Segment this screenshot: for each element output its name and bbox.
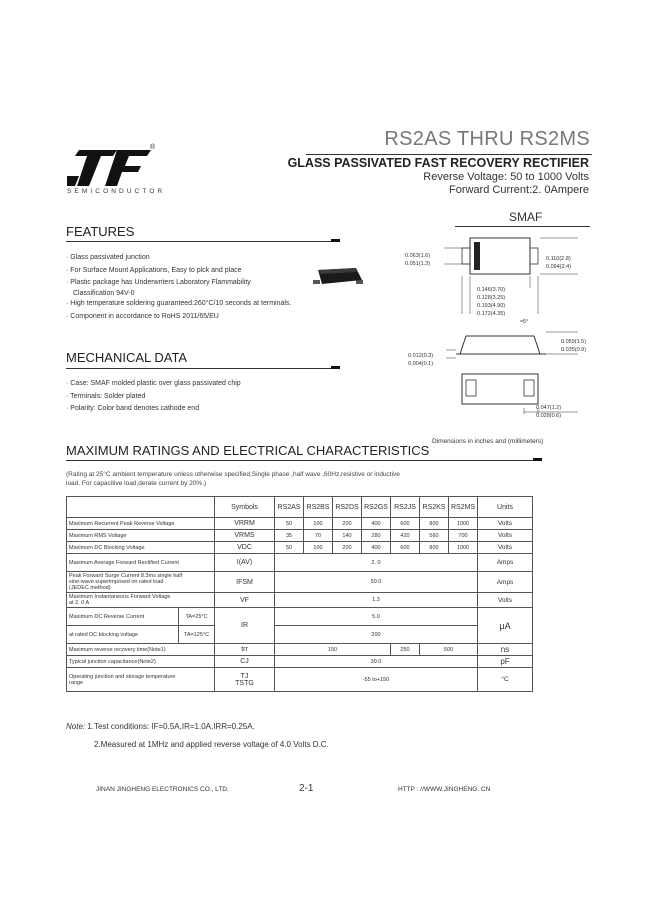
mechanical-item: · Polarity: Color band denotes cathode end [66, 405, 200, 412]
param-line: Operating junction and storage temperature [69, 673, 176, 680]
footer-url[interactable]: HTTP : //WWW.JINGHENG. CN [398, 786, 491, 793]
ratings-divider [66, 460, 542, 461]
product-type: GLASS PASSIVATED FAST RECOVERY RECTIFIER [287, 156, 589, 170]
dimensions-note: Dimensions in inches and (millimeters) [432, 438, 544, 445]
dim-d5 [561, 338, 586, 354]
mechanical-item: · Case: SMAF molded plastic over glass passivated chip [66, 380, 241, 387]
value-cell: 5.0 [275, 608, 478, 626]
dim-text: 0.012(0.3) [408, 353, 434, 359]
header-cell: RS2MS [449, 497, 478, 518]
unit-cell: Volts [478, 518, 533, 530]
header-cell: RS2AS [275, 497, 304, 518]
param-cell: Maximum DC Blocking Voltage [67, 542, 215, 554]
table-row [67, 668, 533, 692]
value-cell: 140 [333, 530, 362, 542]
param-cell: Maximum DC Reverse Current [67, 608, 179, 626]
value-cell: 800 [420, 518, 449, 530]
dim-text: 0.047(1.2) [536, 405, 562, 411]
symbol-cell: CJ [215, 656, 275, 668]
mechanical-item: · Terminals: Solder plated [66, 392, 146, 400]
symbol-cell: VRMS [215, 530, 275, 542]
value-cell: 2. 0 [275, 554, 478, 572]
mechanical-marker [331, 366, 340, 369]
param-cell: Maximum reverse recovery time(Note1) [67, 644, 215, 656]
table-row [67, 518, 533, 530]
table-header-row [67, 497, 533, 518]
table-row [67, 656, 533, 668]
dim-d6 [408, 352, 433, 368]
features-title: FEATURES [66, 224, 135, 239]
note-2: 2.Measured at 1MHz and applied reverse voltage of 4.0 Volts D.C. [94, 740, 329, 749]
dim-text: 0.094(2.4) [546, 264, 572, 270]
dim-text: 0.063(1.6) [405, 253, 431, 259]
dim-d1 [405, 252, 430, 268]
condition-cell: TA=125°C [179, 626, 215, 644]
features-marker [331, 239, 340, 242]
rating-conditions [66, 470, 536, 488]
value-cell: 400 [362, 518, 391, 530]
value-cell: 600 [391, 542, 420, 554]
value-cell: 50.0 [275, 572, 478, 593]
value-cell: 200 [333, 542, 362, 554]
footer-company: JINAN JINGHENG ELECTRONICS CO., LTD. [96, 786, 229, 793]
component-photo [310, 260, 366, 290]
feature-item: · Glass passivated junction [66, 254, 150, 261]
value-cell: 100 [304, 542, 333, 554]
feature-item: · Component in accordance to RoHS 2011/65/EU [66, 312, 219, 320]
part-range-title: RS2AS THRU RS2MS [384, 128, 590, 150]
unit-cell: pF [478, 656, 533, 668]
dim-text: 0.193(4.90) [477, 303, 506, 309]
header-cell [67, 497, 215, 518]
unit-cell: Volts [478, 542, 533, 554]
mechanical-divider [66, 368, 340, 369]
value-cell: 1000 [449, 542, 478, 554]
table-row [67, 593, 533, 608]
param-cell: at rated DC blocking voltage [67, 626, 179, 644]
dim-text: 0.110(2.8) [546, 256, 571, 262]
table-row [67, 644, 533, 656]
unit-cell: °C [478, 668, 533, 692]
header-cell: RS2KS [420, 497, 449, 518]
ratings-marker [533, 458, 542, 461]
table-row [67, 608, 533, 626]
header-cell: RS2GS [362, 497, 391, 518]
unit-cell: Amps [478, 554, 533, 572]
brand-subtitle: SEMICONDUCTOR [67, 188, 166, 195]
value-cell: 400 [362, 542, 391, 554]
value-cell: -55 to+150 [275, 668, 478, 692]
symbol-cell: VRRM [215, 518, 275, 530]
value-cell: 30.0 [275, 656, 478, 668]
features-divider [66, 241, 340, 242]
feature-item: · Plastic package has Underwriters Laboratory Flammability [66, 279, 251, 286]
brand-logo [67, 150, 151, 186]
notes [66, 722, 255, 731]
value-cell: 250 [391, 644, 420, 656]
package-name: SMAF [509, 210, 543, 224]
dim-text: 0.146(3.70) [477, 287, 506, 293]
dim-d7 [536, 404, 561, 420]
unit-cell: Amps [478, 572, 533, 593]
mechanical-title: MECHANICAL DATA [66, 350, 188, 365]
header-cell: RS2BS [304, 497, 333, 518]
unit-cell: Volts [478, 530, 533, 542]
symbol-line: TSTG [235, 679, 254, 687]
header-cell: RS2JS [391, 497, 420, 518]
dim-text: 0.028(0.6) [536, 413, 562, 419]
param-cell [67, 668, 215, 692]
param-cell: Typical junction capacitance(Note2) [67, 656, 215, 668]
value-cell: 50 [275, 542, 304, 554]
dim-text: 0.035(0.9) [561, 347, 587, 353]
symbol-cell: IR [215, 608, 275, 644]
param-line: Peak Forward Surge Current 8.3ms single half [69, 573, 183, 579]
rating-line: load. For capacitive load,derate current by 20%.) [66, 480, 207, 487]
rating-line: (Rating at 25°C ambient temperature unless otherwise specified,Single phase ,half wave ,60Hz,resistive or inductive [66, 471, 400, 478]
title-divider [306, 154, 592, 155]
value-cell: 420 [391, 530, 420, 542]
header-cell: RS2DS [333, 497, 362, 518]
param-cell: Maximum RMS Voltage [67, 530, 215, 542]
table-row [67, 626, 533, 644]
table-row [67, 554, 533, 572]
param-cell [67, 593, 215, 608]
unit-cell: ns [478, 644, 533, 656]
dim-d2 [546, 255, 571, 271]
value-cell: 500 [420, 644, 478, 656]
table-row [67, 572, 533, 593]
footer-page: 2-1 [299, 783, 314, 794]
registered-mark: ® [150, 144, 156, 151]
ratings-table [66, 496, 533, 692]
notes-label: Note: [66, 722, 86, 731]
unit-cell: μA [478, 608, 533, 644]
package-divider [455, 226, 590, 227]
param-cell [67, 572, 215, 593]
condition-cell: TA=25°C [179, 608, 215, 626]
mechanical-list [66, 378, 241, 416]
param-line: range [69, 679, 84, 686]
symbol-cell: VF [215, 593, 275, 608]
value-cell: 200 [275, 626, 478, 644]
value-cell: 280 [362, 530, 391, 542]
param-line: at 2. 0 A [69, 600, 90, 606]
value-cell: 1000 [449, 518, 478, 530]
ratings-title: MAXIMUM RATINGS AND ELECTRICAL CHARACTERISTICS [66, 443, 430, 458]
dim-angle: ≈5° [520, 319, 529, 325]
param-line: (JEDEC method) [69, 585, 111, 591]
features-list [66, 252, 291, 323]
feature-item: Classification 94V-0 [73, 289, 135, 297]
reverse-voltage: Reverse Voltage: 50 to 1000 Volts [423, 171, 589, 183]
value-cell: 800 [420, 542, 449, 554]
dim-text: 0.004(0.1) [408, 361, 434, 367]
symbol-line: TJ [240, 672, 249, 680]
feature-item: · High temperature soldering guaranteed:260°C/10 seconds at terminals. [66, 300, 292, 307]
param-cell: Maximum Recurrent Peak Reverse Voltage [67, 518, 215, 530]
feature-item: · For Surface Mount Applications, Easy to pick and place [66, 266, 242, 274]
value-cell: 150 [275, 644, 391, 656]
dim-d4 [477, 302, 505, 318]
symbol-cell: I(AV) [215, 554, 275, 572]
dim-text: 0.128(3.25) [477, 295, 506, 301]
value-cell: 35 [275, 530, 304, 542]
param-line: sine-wave superimposed on rated load [69, 579, 164, 585]
dim-text: 0.172(4.35) [477, 311, 506, 317]
symbol-cell [215, 668, 275, 692]
value-cell: 560 [420, 530, 449, 542]
symbol-cell: trr [215, 644, 275, 656]
table-row [67, 542, 533, 554]
note-1: 1.Test conditions: IF=0.5A,IR=1.0A,IRR=0.25A. [87, 722, 255, 731]
header-cell: Units [478, 497, 533, 518]
param-line: Maximum Instantaneous Forward Voltage [69, 594, 171, 600]
value-cell: 1.3 [275, 593, 478, 608]
dim-text: 0.059(1.5) [561, 339, 587, 345]
dim-d3 [477, 286, 505, 302]
value-cell: 100 [304, 518, 333, 530]
value-cell: 200 [333, 518, 362, 530]
value-cell: 70 [304, 530, 333, 542]
value-cell: 600 [391, 518, 420, 530]
value-cell: 50 [275, 518, 304, 530]
header-cell: Symbols [215, 497, 275, 518]
table-row [67, 530, 533, 542]
dim-text: 0.051(1.3) [405, 261, 431, 267]
symbol-cell: IFSM [215, 572, 275, 593]
forward-current: Forward Current:2. 0Ampere [449, 184, 589, 196]
param-cell: Maximum Average Forward Rectified Current [67, 554, 215, 572]
symbol-cell: VDC [215, 542, 275, 554]
value-cell: 700 [449, 530, 478, 542]
unit-cell: Volts [478, 593, 533, 608]
